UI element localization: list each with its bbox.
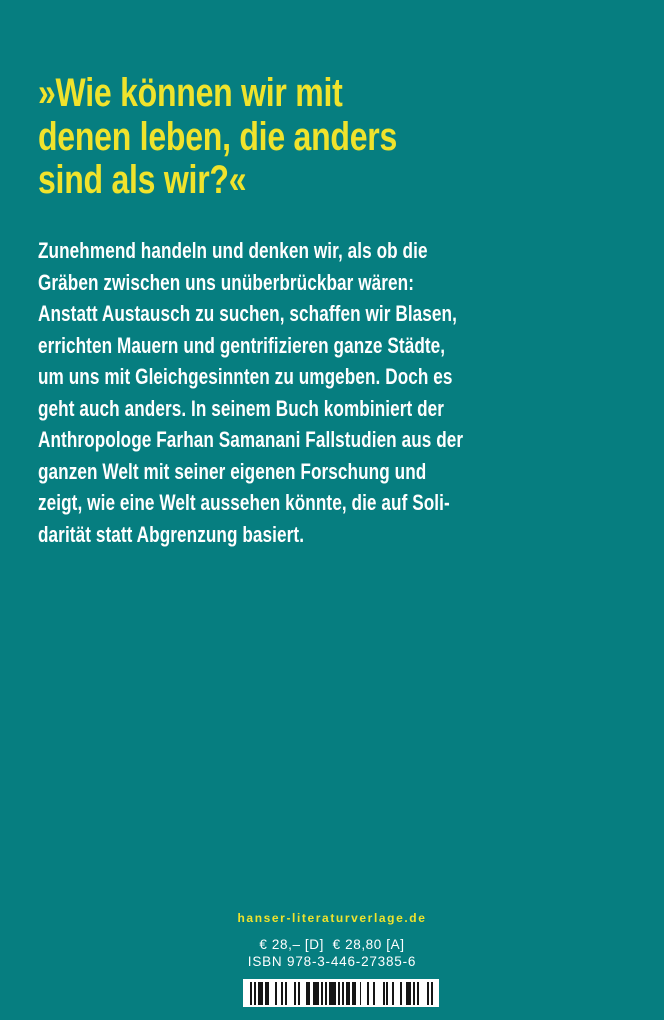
barcode-module — [431, 982, 433, 1005]
barcode — [243, 979, 439, 1007]
text-line: Anstatt Austausch zu suchen, schaffen wir Blasen, — [38, 301, 457, 326]
text-line: Zunehmend handeln und denken wir, als ob die — [38, 238, 428, 263]
publisher-website-text: hanser-literaturverlage.de — [237, 911, 427, 925]
text-line: um uns mit Gleichgesinnten zu umgeben. Doch es — [38, 364, 453, 389]
text-line: Anthropologe Farhan Samanani Fallstudien aus der — [38, 427, 464, 452]
text-line: zeigt, wie eine Welt aussehen könnte, die auf Soli- — [38, 490, 450, 515]
text-line: sind als wir?« — [38, 158, 247, 202]
text-line: darität statt Abgrenzung basiert. — [38, 521, 305, 547]
headline-quote — [38, 72, 397, 203]
text-line: errichten Mauern und gentrifizieren ganze Städte, — [38, 332, 446, 358]
text-line: »Wie können wir mit — [38, 71, 343, 115]
text-line: Gräben zwischen uns unüberbrückbar wären: — [38, 269, 415, 295]
blurb-text — [38, 235, 463, 550]
text-line: ganzen Welt mit seiner eigenen Forschung und — [38, 458, 427, 484]
price-text: € 28,– [D] € 28,80 [A] — [259, 937, 405, 952]
barcode-bars — [250, 982, 432, 1005]
text-line: denen leben, die anders — [38, 114, 398, 159]
text-line: geht auch anders. In seinem Buch kombiniert der — [38, 395, 445, 421]
isbn-text: ISBN 978-3-446-27385-6 — [247, 954, 417, 969]
